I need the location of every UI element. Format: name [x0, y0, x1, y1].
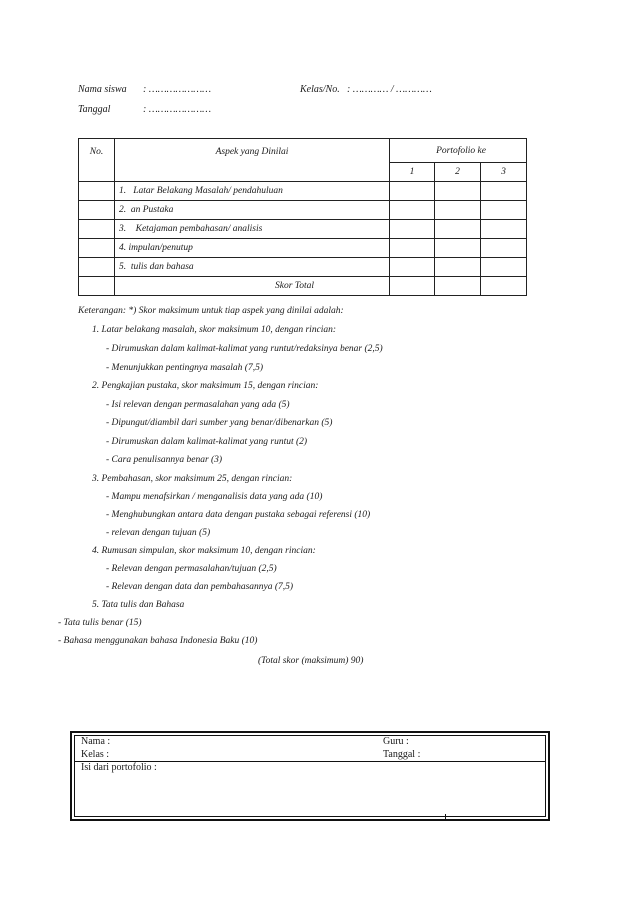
total-skor: (Total skor (maksimum) 90)	[258, 656, 364, 666]
score-cell[interactable]	[481, 258, 527, 277]
skor-total-label: Skor Total	[115, 277, 390, 296]
portfolio-info-box	[70, 731, 550, 821]
assessment-table	[78, 138, 527, 296]
score-cell[interactable]	[481, 182, 527, 201]
table-row	[79, 239, 527, 258]
row-aspek: an Pustaka	[130, 205, 174, 215]
score-cell[interactable]	[435, 239, 481, 258]
box-nama-label: Nama :	[81, 736, 111, 747]
keterangan: Keterangan: *) Skor maksimum untuk tiap aspek yang dinilai adalah:	[78, 306, 344, 316]
score-cell[interactable]	[481, 239, 527, 258]
score-cell[interactable]	[435, 201, 481, 220]
row-no: 5.	[119, 262, 127, 272]
score-cell[interactable]	[390, 277, 435, 296]
note-1: 1. Latar belakang masalah, skor maksimum 10, dengan rincian:	[92, 325, 337, 335]
table-row	[79, 277, 527, 296]
score-cell[interactable]	[390, 182, 435, 201]
note-2b: - Dipungut/diambil dari sumber yang benar/dibenarkan (5)	[106, 418, 333, 428]
portofolio-num: 3	[481, 163, 527, 182]
note-5: 5. Tata tulis dan Bahasa	[92, 600, 185, 610]
row-no: 1.	[119, 186, 127, 196]
row-aspek: Ketajaman pembahasan/ analisis	[135, 224, 263, 234]
table-row	[79, 220, 527, 239]
col-aspek-header: Aspek yang Dinilai	[115, 139, 390, 182]
note-3b: - Menghubungkan antara data dengan pustaka sebagai referensi (10)	[106, 510, 371, 520]
note-5a: - Tata tulis benar (15)	[58, 618, 142, 628]
row-aspek: Latar Belakang Masalah/ pendahuluan	[133, 186, 283, 196]
tanggal-label: Tanggal	[78, 104, 111, 115]
box-isi-label: Isi dari portofolio :	[81, 762, 157, 773]
note-3c: - relevan dengan tujuan (5)	[106, 528, 211, 538]
score-cell[interactable]	[390, 258, 435, 277]
portofolio-num: 1	[390, 163, 435, 182]
note-4: 4. Rumusan simpulan, skor maksimum 10, dengan rincian:	[92, 546, 316, 556]
score-cell[interactable]	[435, 182, 481, 201]
tanggal-value[interactable]: : …………………	[143, 104, 212, 115]
nama-siswa-label: Nama siswa	[78, 84, 127, 95]
note-4b: - Relevan dengan data dan pembahasannya (7,5)	[106, 582, 294, 592]
note-5b: - Bahasa menggunakan bahasa Indonesia Baku (10)	[58, 636, 258, 646]
box-tick	[445, 814, 446, 819]
score-cell[interactable]	[481, 201, 527, 220]
score-cell[interactable]	[435, 277, 481, 296]
note-2d: - Cara penulisannya benar (3)	[106, 455, 223, 465]
note-3: 3. Pembahasan, skor maksimum 25, dengan rincian:	[92, 474, 293, 484]
note-4a: - Relevan dengan permasalahan/tujuan (2,5)	[106, 564, 277, 574]
box-tanggal-label: Tanggal :	[383, 749, 421, 760]
table-row	[79, 258, 527, 277]
box-guru-label: Guru :	[383, 736, 409, 747]
score-cell[interactable]	[481, 220, 527, 239]
note-1a: - Dirumuskan dalam kalimat-kalimat yang runtut/redaksinya benar (2,5)	[106, 344, 383, 354]
note-2c: - Dirumuskan dalam kalimat-kalimat yang runtut (2)	[106, 437, 308, 447]
box-kelas-label: Kelas :	[81, 749, 110, 760]
row-aspek: impulan/penutup	[128, 243, 193, 253]
table-row	[79, 201, 527, 220]
note-2a: - Isi relevan dengan permasalahan yang ada (5)	[106, 400, 290, 410]
portofolio-num: 2	[435, 163, 481, 182]
score-cell[interactable]	[435, 220, 481, 239]
note-3a: - Mampu menafsirkan / menganalisis data yang ada (10)	[106, 492, 323, 502]
note-1b: - Menunjukkan pentingnya masalah (7,5)	[106, 363, 263, 373]
nama-siswa-value[interactable]: : …………………	[143, 84, 212, 95]
score-cell[interactable]	[390, 220, 435, 239]
score-cell[interactable]	[390, 201, 435, 220]
row-no: 4.	[119, 243, 127, 253]
table-row	[79, 182, 527, 201]
row-no: 3.	[119, 224, 127, 234]
col-portofolio-header: Portofolio ke	[390, 139, 527, 163]
col-no-header: No.	[79, 139, 115, 182]
row-aspek: tulis dan bahasa	[130, 262, 194, 272]
kelas-label: Kelas/No.	[300, 84, 340, 95]
row-no: 2.	[119, 205, 127, 215]
note-2: 2. Pengkajian pustaka, skor maksimum 15, dengan rincian:	[92, 381, 319, 391]
kelas-value[interactable]: : ………… / …………	[347, 84, 432, 95]
score-cell[interactable]	[390, 239, 435, 258]
score-cell[interactable]	[481, 277, 527, 296]
score-cell[interactable]	[435, 258, 481, 277]
